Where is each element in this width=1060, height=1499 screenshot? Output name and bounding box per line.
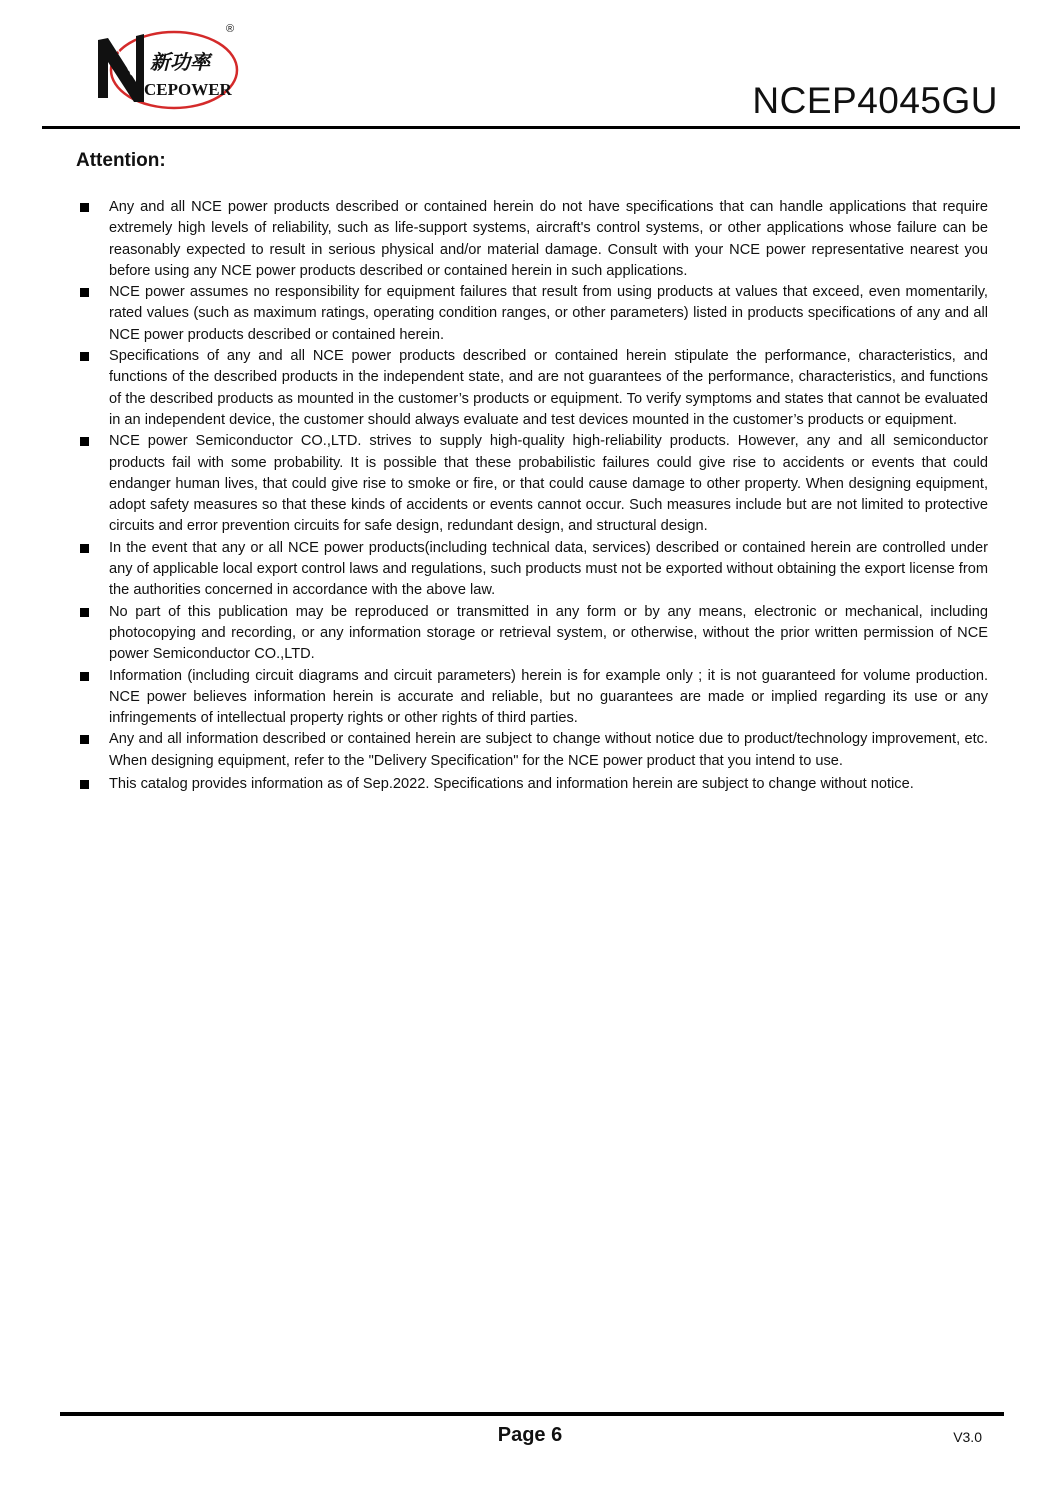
logo-brand-text: CEPOWER bbox=[144, 80, 232, 99]
logo-chinese-name: 新功率 bbox=[150, 52, 210, 74]
attention-item bbox=[78, 538, 988, 602]
footer-divider bbox=[60, 1412, 1004, 1416]
part-number: NCEP4045GU bbox=[752, 80, 998, 121]
attention-item-text: Any and all NCE power products described or contained herein do not have specifications that can handle applications that require extremely high levels of reliability, such as life-support systems, aircraft's control systems, or other applications whose failure can be reasonably expected to result in serious physical and/or material damage. Consult with your NCE power representative nearest you before using any NCE power products described or contained herein in such applications. bbox=[109, 199, 988, 279]
attention-item-text: NCE power Semiconductor CO.,LTD. strives to supply high-quality high-reliability products. However, any and all semiconductor products fail with some probability. It is possible that these probabilistic failures could give rise to accidents or events that could endanger human lives, that could give rise to smoke or fire, or that could cause damage to other property. When designing equipment, adopt safety measures so that these kinds of accidents or events cannot occur. Such measures include but are not limited to protective circuits and error prevention circuits for safe design, redundant design, and structural design. bbox=[109, 433, 988, 535]
square-bullet-icon bbox=[80, 672, 89, 681]
section-title: Attention: bbox=[76, 150, 166, 171]
company-logo bbox=[88, 18, 248, 113]
square-bullet-icon bbox=[80, 780, 89, 789]
attention-item bbox=[78, 197, 988, 282]
attention-item bbox=[78, 774, 988, 795]
attention-item-text: Specifications of any and all NCE power products described or contained herein stipulate the performance, characteristics, and functions of the described products in the independent state, and are not guarantees of the performance, characteristics, and functions of the described products as mounted in the customer’s products or equipment. To verify symptoms and states that cannot be evaluated in an independent device, the customer should always evaluate and test devices mounted in the customer’s products or equipment. bbox=[109, 348, 988, 428]
attention-item-text: This catalog provides information as of Sep.2022. Specifications and information herein are subject to change without notice. bbox=[109, 776, 914, 793]
square-bullet-icon bbox=[80, 352, 89, 361]
attention-item-text: Information (including circuit diagrams and circuit parameters) herein is for example only ; it is not guaranteed for volume production. NCE power believes information herein is accurate and reliable, but no guarantees are made or implied regarding its use or any infringements of intellectual property rights or other rights of third parties. bbox=[109, 667, 988, 727]
square-bullet-icon bbox=[80, 288, 89, 297]
attention-item-text: NCE power assumes no responsibility for equipment failures that result from using products at values that exceed, even momentarily, rated values (such as maximum ratings, operating condition ranges, or other parameters) listed in products specifications of any and all NCE power products described or contained herein. bbox=[109, 284, 988, 343]
attention-item bbox=[78, 602, 988, 666]
svg-text:®: ® bbox=[226, 23, 235, 35]
attention-item bbox=[78, 431, 988, 537]
attention-item bbox=[78, 666, 988, 730]
attention-item-text: No part of this publication may be reproduced or transmitted in any form or by any means, electronic or mechanical, including photocopying and recording, or any information storage or retrieval system, or otherwise, without the prior written permission of NCE power Semiconductor CO.,LTD. bbox=[109, 603, 988, 663]
square-bullet-icon bbox=[80, 203, 89, 212]
attention-item bbox=[78, 346, 988, 431]
square-bullet-icon bbox=[80, 735, 89, 744]
square-bullet-icon bbox=[80, 437, 89, 446]
square-bullet-icon bbox=[80, 544, 89, 553]
header-divider bbox=[42, 126, 1020, 129]
attention-list bbox=[78, 197, 988, 795]
attention-item bbox=[78, 282, 988, 346]
page-number: Page 6 bbox=[497, 1424, 563, 1446]
attention-item-text: In the event that any or all NCE power products(including technical data, services) described or contained herein are controlled under any of applicable local export control laws and regulations, such products must not be exported without obtaining the export license from the authorities concerned in accordance with the above law. bbox=[109, 539, 988, 599]
attention-item-text: Any and all information described or contained herein are subject to change without notice due to product/technology improvement, etc. When designing equipment, refer to the "Delivery Specification" for the NCE power product that you intend to use. bbox=[109, 731, 988, 769]
square-bullet-icon bbox=[80, 608, 89, 617]
attention-item bbox=[78, 729, 988, 772]
version-label: V3.0 bbox=[953, 1429, 982, 1445]
